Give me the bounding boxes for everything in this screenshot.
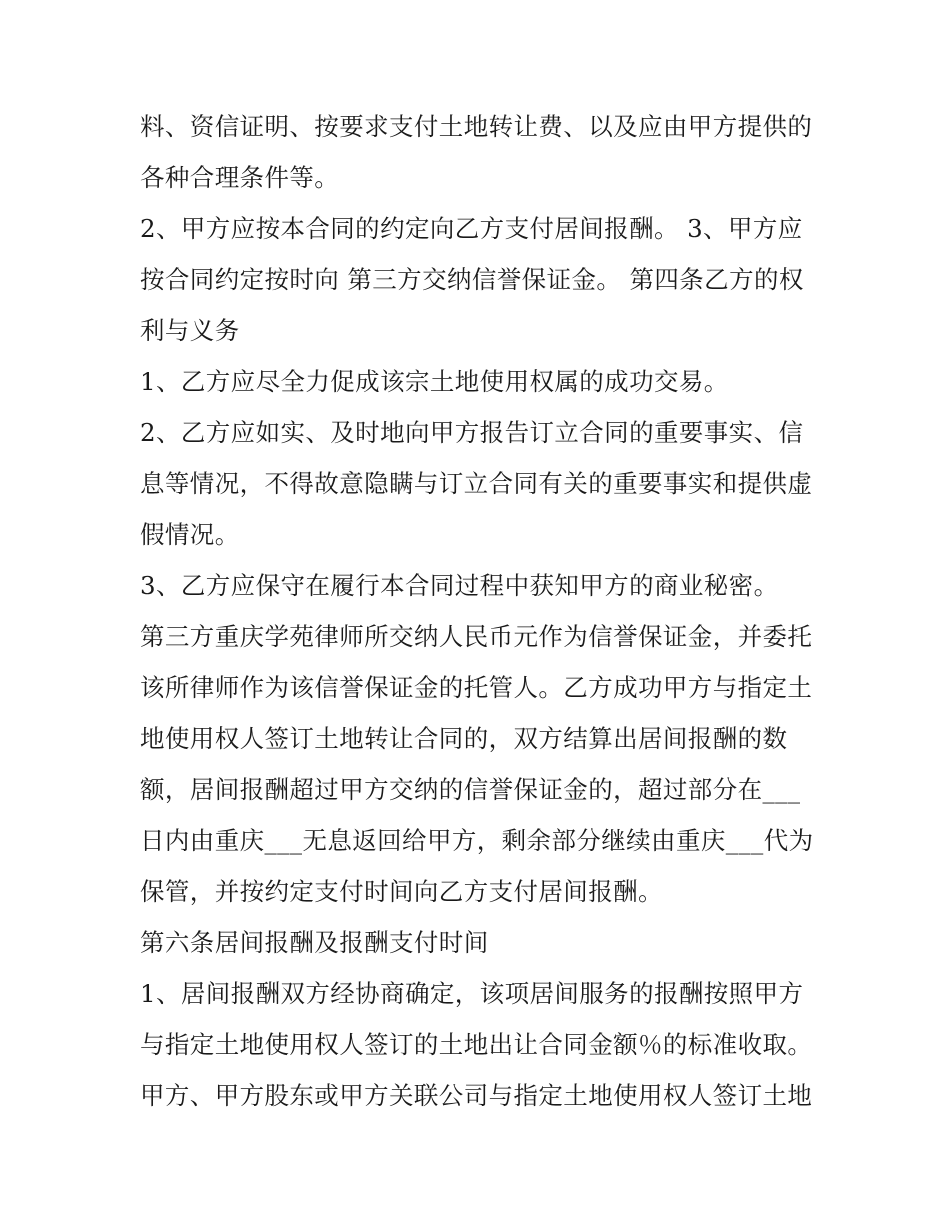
- text-line: 1、居间报酬双方经协商确定，该项居间服务的报酬按照甲方: [140, 979, 804, 1008]
- text-line: 地使用权人签订土地转让合同的，双方结算出居间报酬的数: [140, 724, 788, 753]
- text-line: 各种合理条件等。: [140, 163, 340, 192]
- text-line: 日内由重庆___无息返回给甲方，剩余部分继续由重庆___代为: [140, 826, 814, 855]
- text-line: 按合同约定按时向 第三方交纳信誉保证金。 第四条乙方的权: [140, 265, 804, 294]
- text-line: 第三方重庆学苑律师所交纳人民币元作为信誉保证金，并委托: [140, 622, 813, 651]
- text-line: 假情况。: [140, 520, 240, 549]
- text-line: 第六条居间报酬及报酬支付时间: [140, 928, 489, 957]
- text-line: 息等情况，不得故意隐瞒与订立合同有关的重要事实和提供虚: [140, 469, 813, 498]
- text-line: 1、乙方应尽全力促成该宗土地使用权属的成功交易。: [140, 367, 729, 396]
- text-line: 保管，并按约定支付时间向乙方支付居间报酬。: [140, 877, 663, 906]
- text-line: 料、资信证明、按要求支付土地转让费、以及应由甲方提供的: [140, 112, 813, 141]
- text-line: 甲方、甲方股东或甲方关联公司与指定土地使用权人签订土地: [140, 1081, 813, 1110]
- text-line: 利与义务: [140, 316, 240, 345]
- text-line: 该所律师作为该信誉保证金的托管人。乙方成功甲方与指定土: [140, 673, 813, 702]
- text-line: 2、乙方应如实、及时地向甲方报告订立合同的重要事实、信: [140, 418, 804, 447]
- text-line: 2、甲方应按本合同的约定向乙方支付居间报酬。 3、甲方应: [140, 214, 803, 243]
- text-line: 3、乙方应保守在履行本合同过程中获知甲方的商业秘密。: [140, 571, 779, 600]
- text-line: 与指定土地使用权人签订的土地出让合同金额％的标准收取。: [140, 1030, 813, 1059]
- text-line: 额，居间报酬超过甲方交纳的信誉保证金的，超过部分在___: [140, 775, 801, 804]
